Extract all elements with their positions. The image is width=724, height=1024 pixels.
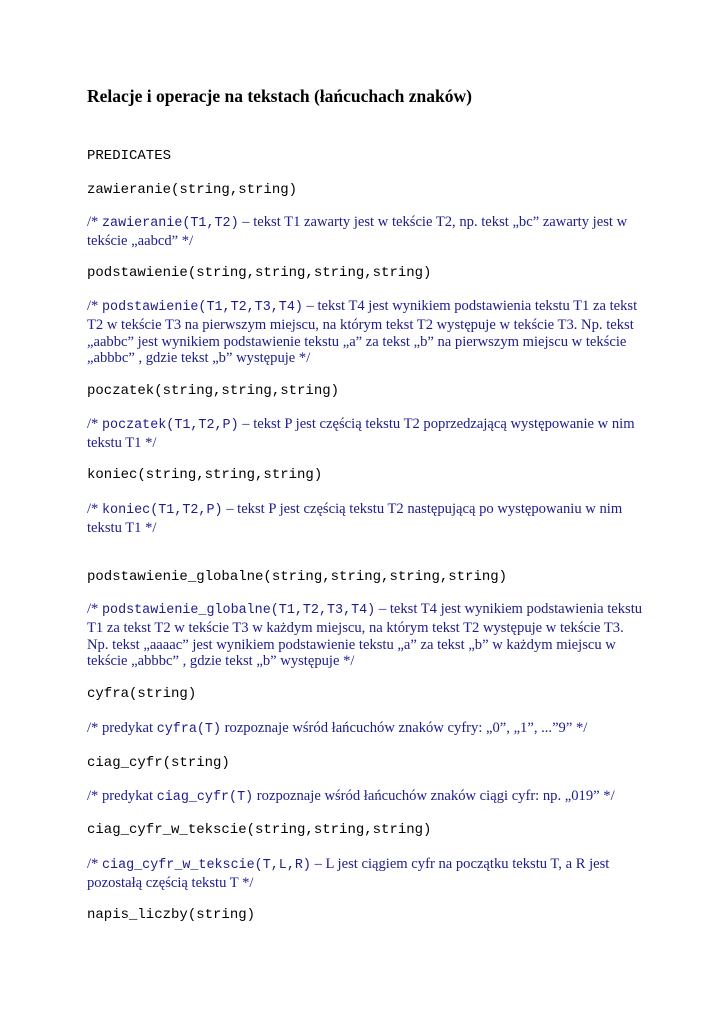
predicate-comment (87, 720, 647, 739)
section-heading: PREDICATES (87, 148, 172, 164)
comment-open: /* (87, 601, 102, 617)
comment-text: – L jest ciągiem cyfr na początku tekstu T, a R jest pozostałą częścią tekstu T */ (87, 856, 610, 891)
predicate-comment (87, 298, 647, 367)
comment-open: /* (87, 416, 102, 432)
predicate-call: podstawienie(T1,T2,T3,T4) (102, 300, 303, 315)
predicate-comment (87, 601, 647, 670)
comment-open: /* (87, 501, 102, 517)
comment-open: /* (87, 214, 102, 230)
predicate-call: cyfra(T) (156, 722, 222, 737)
predicate-comment (87, 416, 647, 452)
predicate-declaration: napis_liczby(string) (87, 907, 256, 923)
predicate-comment (87, 856, 647, 892)
predicate-comment (87, 788, 647, 807)
predicate-call: zawieranie(T1,T2) (102, 216, 239, 231)
comment-open: /* (87, 856, 102, 872)
comment-text: rozpoznaje wśród łańcuchów znaków cyfry: „0”, „1”, ...”9” */ (221, 720, 588, 736)
predicate-comment (87, 501, 647, 537)
comment-text: rozpoznaje wśród łańcuchów znaków ciągi cyfr: np. „019” */ (253, 788, 615, 804)
predicate-declaration: podstawienie(string,string,string,string) (87, 265, 432, 281)
predicate-declaration: ciag_cyfr(string) (87, 755, 230, 771)
predicate-call: ciag_cyfr_w_tekscie(T,L,R) (102, 858, 311, 873)
predicate-comment (87, 214, 647, 250)
predicate-declaration: zawieranie(string,string) (87, 182, 298, 198)
predicate-call: koniec(T1,T2,P) (102, 503, 223, 518)
predicate-declaration: koniec(string,string,string) (87, 467, 323, 483)
predicate-call: poczatek(T1,T2,P) (102, 418, 239, 433)
comment-text: – tekst T4 jest wynikiem podstawienia tekstu T1 za tekst T2 w tekście T3 na pierwszym miejscu, na którym tekst T2 występuje w tekście T3. Np. tekst „aabbc” jest wynikiem podstawienie tekstu „a” za tekst „b” na pierwszym miejscu w tekście „abbbc” , gdzie tekst „b” występuje */ (87, 298, 638, 367)
comment-open: /* (87, 298, 102, 314)
comment-text: – tekst P jest częścią tekstu T2 następującą po występowaniu w nim tekstu T1 */ (87, 501, 623, 536)
predicate-call: ciag_cyfr(T) (156, 790, 254, 805)
comment-open: /* predykat (87, 720, 157, 736)
predicate-declaration: poczatek(string,string,string) (87, 383, 340, 399)
predicate-call: podstawienie_globalne(T1,T2,T3,T4) (102, 603, 376, 618)
predicate-declaration: ciag_cyfr_w_tekscie(string,string,string) (87, 822, 432, 838)
predicate-declaration: cyfra(string) (87, 686, 197, 702)
comment-open: /* predykat (87, 788, 157, 804)
comment-text: – tekst T1 zawarty jest w tekście T2, np. tekst „bc” zawarty jest w tekście „aabcd” */ (87, 214, 628, 249)
predicate-declaration: podstawienie_globalne(string,string,string,string) (87, 569, 508, 585)
comment-text: – tekst P jest częścią tekstu T2 poprzedzającą występowanie w nim tekstu T1 */ (87, 416, 635, 451)
comment-text: – tekst T4 jest wynikiem podstawienia tekstu T1 za tekst T2 w tekście T3 w każdym miejscu, na którym tekst T2 występuje w tekście T3. Np. tekst „aaaac” jest wynikiem podstawienie tekstu „a” za tekst „b” w każdym miejscu w tekście „abbbc” , gdzie tekst „b” występuje */ (87, 601, 643, 670)
document-title: Relacje i operacje na tekstach (łańcuchach znaków) (87, 86, 472, 106)
